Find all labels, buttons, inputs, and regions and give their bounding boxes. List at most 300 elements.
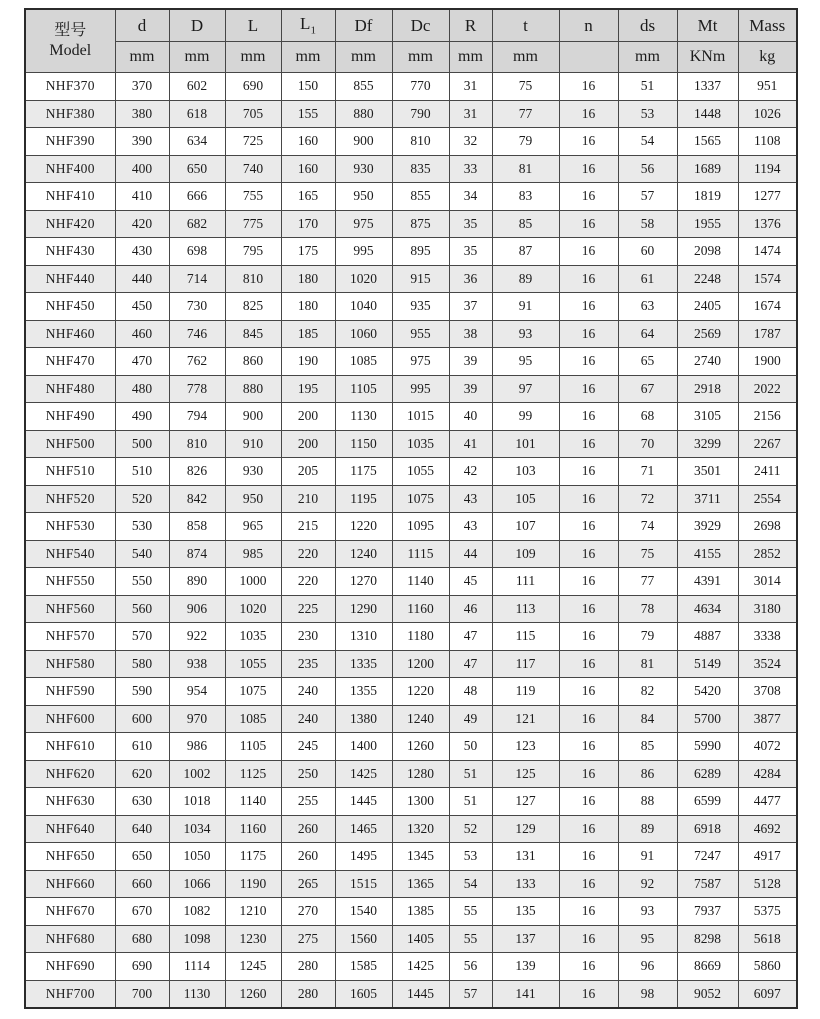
- value-cell: 16: [559, 788, 618, 816]
- value-cell: 985: [225, 540, 281, 568]
- value-cell: 922: [169, 623, 225, 651]
- value-cell: 860: [225, 348, 281, 376]
- value-cell: 16: [559, 485, 618, 513]
- value-cell: 8298: [677, 925, 738, 953]
- header-unit-d: mm: [115, 42, 169, 73]
- value-cell: 1075: [225, 678, 281, 706]
- value-cell: 670: [115, 898, 169, 926]
- table-row: [25, 870, 797, 898]
- value-cell: 1270: [335, 568, 392, 596]
- value-cell: 3877: [738, 705, 797, 733]
- value-cell: 550: [115, 568, 169, 596]
- value-cell: 440: [115, 265, 169, 293]
- table-row: [25, 458, 797, 486]
- model-cell: NHF640: [25, 815, 115, 843]
- value-cell: 195: [281, 375, 335, 403]
- value-cell: 1140: [225, 788, 281, 816]
- value-cell: 48: [449, 678, 492, 706]
- value-cell: 1380: [335, 705, 392, 733]
- value-cell: 89: [618, 815, 677, 843]
- value-cell: 260: [281, 843, 335, 871]
- model-cell: NHF460: [25, 320, 115, 348]
- header-col-mass: Mass: [738, 9, 797, 42]
- value-cell: 775: [225, 210, 281, 238]
- value-cell: 103: [492, 458, 559, 486]
- table-row: [25, 925, 797, 953]
- value-cell: 1425: [335, 760, 392, 788]
- value-cell: 480: [115, 375, 169, 403]
- value-cell: 53: [618, 100, 677, 128]
- model-cell: NHF410: [25, 183, 115, 211]
- model-cell: NHF540: [25, 540, 115, 568]
- value-cell: 1574: [738, 265, 797, 293]
- table-row: [25, 155, 797, 183]
- value-cell: 570: [115, 623, 169, 651]
- value-cell: 200: [281, 430, 335, 458]
- value-cell: 87: [492, 238, 559, 266]
- table-row: [25, 100, 797, 128]
- value-cell: 950: [225, 485, 281, 513]
- value-cell: 470: [115, 348, 169, 376]
- value-cell: 111: [492, 568, 559, 596]
- value-cell: 85: [492, 210, 559, 238]
- value-cell: 121: [492, 705, 559, 733]
- header-unit-d: mm: [169, 42, 225, 73]
- value-cell: 634: [169, 128, 225, 156]
- value-cell: 70: [618, 430, 677, 458]
- value-cell: 1474: [738, 238, 797, 266]
- value-cell: 245: [281, 733, 335, 761]
- value-cell: 265: [281, 870, 335, 898]
- value-cell: 1035: [225, 623, 281, 651]
- value-cell: 650: [115, 843, 169, 871]
- value-cell: 995: [392, 375, 449, 403]
- value-cell: 430: [115, 238, 169, 266]
- value-cell: 810: [225, 265, 281, 293]
- value-cell: 74: [618, 513, 677, 541]
- table-row: [25, 980, 797, 1008]
- value-cell: 390: [115, 128, 169, 156]
- model-cell: NHF560: [25, 595, 115, 623]
- value-cell: 580: [115, 650, 169, 678]
- value-cell: 1365: [392, 870, 449, 898]
- value-cell: 81: [618, 650, 677, 678]
- model-cell: NHF580: [25, 650, 115, 678]
- value-cell: 9052: [677, 980, 738, 1008]
- model-cell: NHF440: [25, 265, 115, 293]
- value-cell: 60: [618, 238, 677, 266]
- model-cell: NHF430: [25, 238, 115, 266]
- value-cell: 540: [115, 540, 169, 568]
- value-cell: 778: [169, 375, 225, 403]
- value-cell: 16: [559, 458, 618, 486]
- value-cell: 1337: [677, 73, 738, 101]
- value-cell: 77: [492, 100, 559, 128]
- value-cell: 1320: [392, 815, 449, 843]
- header-unit-mt: KNm: [677, 42, 738, 73]
- value-cell: 842: [169, 485, 225, 513]
- value-cell: 680: [115, 925, 169, 953]
- value-cell: 16: [559, 568, 618, 596]
- value-cell: 92: [618, 870, 677, 898]
- value-cell: 1465: [335, 815, 392, 843]
- value-cell: 200: [281, 403, 335, 431]
- model-cell: NHF570: [25, 623, 115, 651]
- value-cell: 7937: [677, 898, 738, 926]
- value-cell: 794: [169, 403, 225, 431]
- value-cell: 53: [449, 843, 492, 871]
- model-cell: NHF670: [25, 898, 115, 926]
- value-cell: 39: [449, 375, 492, 403]
- value-cell: 88: [618, 788, 677, 816]
- value-cell: 117: [492, 650, 559, 678]
- value-cell: 630: [115, 788, 169, 816]
- value-cell: 935: [392, 293, 449, 321]
- value-cell: 98: [618, 980, 677, 1008]
- value-cell: 75: [618, 540, 677, 568]
- value-cell: 220: [281, 568, 335, 596]
- table-row: [25, 403, 797, 431]
- value-cell: 1018: [169, 788, 225, 816]
- model-cell: NHF450: [25, 293, 115, 321]
- value-cell: 835: [392, 155, 449, 183]
- value-cell: 16: [559, 898, 618, 926]
- value-cell: 37: [449, 293, 492, 321]
- value-cell: 1115: [392, 540, 449, 568]
- value-cell: 125: [492, 760, 559, 788]
- model-cell: NHF620: [25, 760, 115, 788]
- value-cell: 1098: [169, 925, 225, 953]
- value-cell: 43: [449, 485, 492, 513]
- header-col-dc: Dc: [392, 9, 449, 42]
- value-cell: 39: [449, 348, 492, 376]
- value-cell: 16: [559, 513, 618, 541]
- value-cell: 57: [618, 183, 677, 211]
- value-cell: 1000: [225, 568, 281, 596]
- value-cell: 129: [492, 815, 559, 843]
- value-cell: 1819: [677, 183, 738, 211]
- value-cell: 99: [492, 403, 559, 431]
- value-cell: 400: [115, 155, 169, 183]
- value-cell: 660: [115, 870, 169, 898]
- value-cell: 240: [281, 705, 335, 733]
- value-cell: 1095: [392, 513, 449, 541]
- value-cell: 1220: [335, 513, 392, 541]
- header-model-en: Model: [49, 42, 92, 59]
- value-cell: 16: [559, 953, 618, 981]
- value-cell: 131: [492, 843, 559, 871]
- value-cell: 690: [225, 73, 281, 101]
- value-cell: 690: [115, 953, 169, 981]
- table-row: [25, 595, 797, 623]
- value-cell: 1260: [392, 733, 449, 761]
- model-cell: NHF650: [25, 843, 115, 871]
- value-cell: 4477: [738, 788, 797, 816]
- value-cell: 2248: [677, 265, 738, 293]
- value-cell: 1082: [169, 898, 225, 926]
- value-cell: 1050: [169, 843, 225, 871]
- value-cell: 35: [449, 238, 492, 266]
- value-cell: 43: [449, 513, 492, 541]
- value-cell: 56: [449, 953, 492, 981]
- value-cell: 700: [115, 980, 169, 1008]
- value-cell: 450: [115, 293, 169, 321]
- value-cell: 1515: [335, 870, 392, 898]
- value-cell: 1376: [738, 210, 797, 238]
- value-cell: 215: [281, 513, 335, 541]
- value-cell: 150: [281, 73, 335, 101]
- table-row: [25, 375, 797, 403]
- value-cell: 16: [559, 870, 618, 898]
- value-cell: 1114: [169, 953, 225, 981]
- value-cell: 89: [492, 265, 559, 293]
- value-cell: 1055: [225, 650, 281, 678]
- header-unit-mass: kg: [738, 42, 797, 73]
- table-row: [25, 953, 797, 981]
- value-cell: 1210: [225, 898, 281, 926]
- value-cell: 746: [169, 320, 225, 348]
- value-cell: 1034: [169, 815, 225, 843]
- table-row: [25, 183, 797, 211]
- value-cell: 770: [392, 73, 449, 101]
- value-cell: 5700: [677, 705, 738, 733]
- value-cell: 2156: [738, 403, 797, 431]
- value-cell: 1190: [225, 870, 281, 898]
- value-cell: 1560: [335, 925, 392, 953]
- value-cell: 175: [281, 238, 335, 266]
- value-cell: 67: [618, 375, 677, 403]
- value-cell: 1075: [392, 485, 449, 513]
- value-cell: 930: [335, 155, 392, 183]
- value-cell: 35: [449, 210, 492, 238]
- value-cell: 93: [618, 898, 677, 926]
- value-cell: 1260: [225, 980, 281, 1008]
- value-cell: 255: [281, 788, 335, 816]
- value-cell: 47: [449, 650, 492, 678]
- table-row: [25, 705, 797, 733]
- table-row: [25, 73, 797, 101]
- value-cell: 86: [618, 760, 677, 788]
- value-cell: 620: [115, 760, 169, 788]
- value-cell: 618: [169, 100, 225, 128]
- value-cell: 1130: [335, 403, 392, 431]
- value-cell: 1026: [738, 100, 797, 128]
- value-cell: 510: [115, 458, 169, 486]
- model-cell: NHF390: [25, 128, 115, 156]
- value-cell: 165: [281, 183, 335, 211]
- value-cell: 845: [225, 320, 281, 348]
- value-cell: 105: [492, 485, 559, 513]
- value-cell: 900: [225, 403, 281, 431]
- value-cell: 520: [115, 485, 169, 513]
- value-cell: 880: [225, 375, 281, 403]
- value-cell: 16: [559, 320, 618, 348]
- value-cell: 590: [115, 678, 169, 706]
- value-cell: 83: [492, 183, 559, 211]
- table-row: [25, 733, 797, 761]
- value-cell: 705: [225, 100, 281, 128]
- value-cell: 1020: [335, 265, 392, 293]
- value-cell: 1445: [392, 980, 449, 1008]
- value-cell: 370: [115, 73, 169, 101]
- value-cell: 280: [281, 953, 335, 981]
- value-cell: 975: [335, 210, 392, 238]
- value-cell: 78: [618, 595, 677, 623]
- value-cell: 3105: [677, 403, 738, 431]
- value-cell: 3338: [738, 623, 797, 651]
- value-cell: 31: [449, 73, 492, 101]
- value-cell: 16: [559, 623, 618, 651]
- value-cell: 91: [492, 293, 559, 321]
- header-row-units: [25, 42, 797, 73]
- value-cell: 44: [449, 540, 492, 568]
- header-col-t: t: [492, 9, 559, 42]
- value-cell: 16: [559, 403, 618, 431]
- value-cell: 16: [559, 238, 618, 266]
- value-cell: 4072: [738, 733, 797, 761]
- value-cell: 16: [559, 925, 618, 953]
- value-cell: 1160: [225, 815, 281, 843]
- value-cell: 1194: [738, 155, 797, 183]
- value-cell: 1605: [335, 980, 392, 1008]
- value-cell: 36: [449, 265, 492, 293]
- header-col-df: Df: [335, 9, 392, 42]
- value-cell: 730: [169, 293, 225, 321]
- value-cell: 47: [449, 623, 492, 651]
- value-cell: 1180: [392, 623, 449, 651]
- value-cell: 84: [618, 705, 677, 733]
- value-cell: 1310: [335, 623, 392, 651]
- value-cell: 1040: [335, 293, 392, 321]
- table-header: [25, 9, 797, 73]
- value-cell: 275: [281, 925, 335, 953]
- value-cell: 915: [392, 265, 449, 293]
- value-cell: 380: [115, 100, 169, 128]
- value-cell: 4391: [677, 568, 738, 596]
- value-cell: 3014: [738, 568, 797, 596]
- value-cell: 51: [449, 788, 492, 816]
- value-cell: 530: [115, 513, 169, 541]
- value-cell: 4917: [738, 843, 797, 871]
- value-cell: 1175: [225, 843, 281, 871]
- table-row: [25, 568, 797, 596]
- value-cell: 16: [559, 980, 618, 1008]
- value-cell: 1400: [335, 733, 392, 761]
- spec-table: [24, 8, 798, 1009]
- value-cell: 2098: [677, 238, 738, 266]
- value-cell: 890: [169, 568, 225, 596]
- value-cell: 54: [449, 870, 492, 898]
- value-cell: 6918: [677, 815, 738, 843]
- value-cell: 16: [559, 183, 618, 211]
- value-cell: 101: [492, 430, 559, 458]
- value-cell: 755: [225, 183, 281, 211]
- value-cell: 951: [738, 73, 797, 101]
- value-cell: 1445: [335, 788, 392, 816]
- value-cell: 2411: [738, 458, 797, 486]
- value-cell: 1345: [392, 843, 449, 871]
- value-cell: 51: [618, 73, 677, 101]
- header-col-mt: Mt: [677, 9, 738, 42]
- value-cell: 725: [225, 128, 281, 156]
- header-unit-ds: mm: [618, 42, 677, 73]
- value-cell: 270: [281, 898, 335, 926]
- model-cell: NHF630: [25, 788, 115, 816]
- value-cell: 16: [559, 678, 618, 706]
- value-cell: 75: [492, 73, 559, 101]
- value-cell: 79: [492, 128, 559, 156]
- value-cell: 1200: [392, 650, 449, 678]
- model-cell: NHF480: [25, 375, 115, 403]
- value-cell: 666: [169, 183, 225, 211]
- value-cell: 810: [392, 128, 449, 156]
- value-cell: 123: [492, 733, 559, 761]
- value-cell: 113: [492, 595, 559, 623]
- value-cell: 63: [618, 293, 677, 321]
- value-cell: 1160: [392, 595, 449, 623]
- value-cell: 5128: [738, 870, 797, 898]
- value-cell: 33: [449, 155, 492, 183]
- value-cell: 54: [618, 128, 677, 156]
- header-model: [25, 9, 115, 73]
- table-row: [25, 843, 797, 871]
- value-cell: 1020: [225, 595, 281, 623]
- value-cell: 91: [618, 843, 677, 871]
- value-cell: 2740: [677, 348, 738, 376]
- value-cell: 79: [618, 623, 677, 651]
- value-cell: 560: [115, 595, 169, 623]
- value-cell: 1150: [335, 430, 392, 458]
- value-cell: 1585: [335, 953, 392, 981]
- value-cell: 107: [492, 513, 559, 541]
- model-cell: NHF400: [25, 155, 115, 183]
- value-cell: 85: [618, 733, 677, 761]
- value-cell: 1175: [335, 458, 392, 486]
- value-cell: 1565: [677, 128, 738, 156]
- value-cell: 1245: [225, 953, 281, 981]
- table-row: [25, 540, 797, 568]
- value-cell: 6599: [677, 788, 738, 816]
- value-cell: 16: [559, 210, 618, 238]
- value-cell: 97: [492, 375, 559, 403]
- value-cell: 139: [492, 953, 559, 981]
- value-cell: 127: [492, 788, 559, 816]
- table-row: [25, 485, 797, 513]
- value-cell: 2267: [738, 430, 797, 458]
- table-row: [25, 320, 797, 348]
- value-cell: 1240: [335, 540, 392, 568]
- model-cell: NHF520: [25, 485, 115, 513]
- value-cell: 16: [559, 375, 618, 403]
- value-cell: 4284: [738, 760, 797, 788]
- value-cell: 16: [559, 155, 618, 183]
- value-cell: 180: [281, 265, 335, 293]
- value-cell: 16: [559, 843, 618, 871]
- value-cell: 72: [618, 485, 677, 513]
- value-cell: 995: [335, 238, 392, 266]
- value-cell: 190: [281, 348, 335, 376]
- header-unit-r: mm: [449, 42, 492, 73]
- value-cell: 1425: [392, 953, 449, 981]
- value-cell: 1002: [169, 760, 225, 788]
- value-cell: 160: [281, 155, 335, 183]
- value-cell: 975: [392, 348, 449, 376]
- value-cell: 1240: [392, 705, 449, 733]
- value-cell: 1290: [335, 595, 392, 623]
- value-cell: 6289: [677, 760, 738, 788]
- value-cell: 858: [169, 513, 225, 541]
- value-cell: 762: [169, 348, 225, 376]
